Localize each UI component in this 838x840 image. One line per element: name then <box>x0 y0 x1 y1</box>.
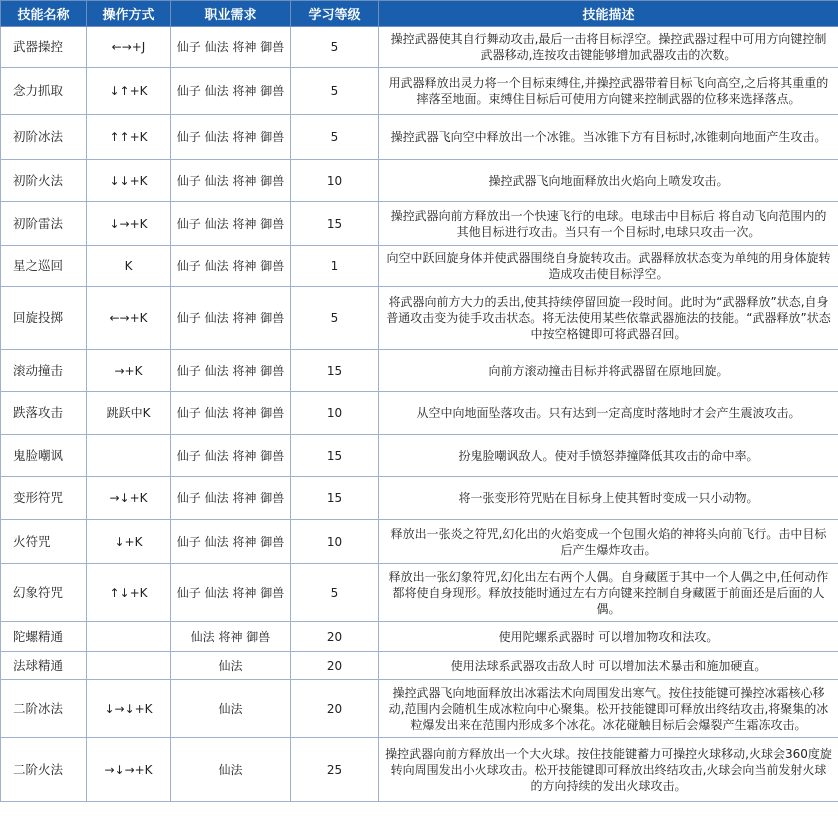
learn-level-cell: 20 <box>291 652 379 680</box>
job-requirement-cell: 仙法 <box>171 652 291 680</box>
operation-cell <box>87 652 171 680</box>
operation-cell: →+K <box>87 350 171 392</box>
job-requirement-cell: 仙子 仙法 将神 御兽 <box>171 115 291 160</box>
description-cell: 操控武器飞向空中释放出一个冰锥。当冰锥下方有目标时,冰锥刺向地面产生攻击。 <box>379 115 838 160</box>
skill-name-cell: 武器操控 <box>1 27 87 68</box>
table-row <box>1 520 838 564</box>
job-requirement-cell: 仙法 将神 御兽 <box>171 622 291 652</box>
description-cell: 用武器释放出灵力将一个目标束缚住,并操控武器带着目标飞向高空,之后将其重重的摔落至地面。束缚住目标后可使用方向键来控制武器的位移来选择落点。 <box>379 68 838 115</box>
description-cell: 向前方滚动撞击目标并将武器留在原地回旋。 <box>379 350 838 392</box>
table-row <box>1 202 838 246</box>
learn-level-cell: 25 <box>291 738 379 802</box>
learn-level-cell: 15 <box>291 477 379 520</box>
table-row <box>1 477 838 520</box>
skill-name-cell: 鬼脸嘲讽 <box>1 435 87 477</box>
learn-level-cell: 15 <box>291 435 379 477</box>
operation-cell: ↑↓+K <box>87 564 171 622</box>
operation-cell: →↓→+K <box>87 738 171 802</box>
table-row <box>1 115 838 160</box>
job-requirement-cell: 仙子 仙法 将神 御兽 <box>171 68 291 115</box>
operation-cell <box>87 622 171 652</box>
skill-name-cell: 法球精通 <box>1 652 87 680</box>
job-requirement-cell: 仙子 仙法 将神 御兽 <box>171 350 291 392</box>
skill-name-cell: 初阶雷法 <box>1 202 87 246</box>
skill-name-cell: 星之巡回 <box>1 246 87 287</box>
skill-name-cell: 初阶火法 <box>1 160 87 202</box>
header-skill-description: 技能描述 <box>379 1 838 27</box>
table-row <box>1 622 838 652</box>
skill-name-cell: 跌落攻击 <box>1 392 87 435</box>
description-cell: 从空中向地面坠落攻击。只有达到一定高度时落地时才会产生震波攻击。 <box>379 392 838 435</box>
job-requirement-cell: 仙法 <box>171 738 291 802</box>
description-cell: 操控武器使其自行舞动攻击,最后一击将目标浮空。操控武器过程中可用方向键控制武器移动,连按攻击键能够增加武器攻击的次数。 <box>379 27 838 68</box>
job-requirement-cell: 仙子 仙法 将神 御兽 <box>171 564 291 622</box>
table-row <box>1 738 838 802</box>
description-cell: 扮鬼脸嘲讽敌人。使对手愤怒莽撞降低其攻击的命中率。 <box>379 435 838 477</box>
table-row <box>1 246 838 287</box>
skill-name-cell: 变形符咒 <box>1 477 87 520</box>
description-cell: 释放出一张炎之符咒,幻化出的火焰变成一个包围火焰的神将头向前飞行。击中目标后产生爆炸攻击。 <box>379 520 838 564</box>
job-requirement-cell: 仙子 仙法 将神 御兽 <box>171 160 291 202</box>
learn-level-cell: 5 <box>291 68 379 115</box>
operation-cell: ↓↓+K <box>87 160 171 202</box>
job-requirement-cell: 仙子 仙法 将神 御兽 <box>171 520 291 564</box>
table-row <box>1 680 838 738</box>
skill-name-cell: 回旋投掷 <box>1 287 87 350</box>
description-cell: 释放出一张幻象符咒,幻化出左右两个人偶。自身藏匿于其中一个人偶之中,任何动作都将使自身现形。释放技能时通过左右方向键来控制自身藏匿于前面还是后面的人偶。 <box>379 564 838 622</box>
job-requirement-cell: 仙子 仙法 将神 御兽 <box>171 202 291 246</box>
header-learn-level: 学习等级 <box>291 1 379 27</box>
operation-cell: →↓+K <box>87 477 171 520</box>
operation-cell: 跳跃中K <box>87 392 171 435</box>
job-requirement-cell: 仙子 仙法 将神 御兽 <box>171 392 291 435</box>
skill-name-cell: 陀螺精通 <box>1 622 87 652</box>
table-row <box>1 27 838 68</box>
learn-level-cell: 5 <box>291 287 379 350</box>
operation-cell: ↓→+K <box>87 202 171 246</box>
learn-level-cell: 10 <box>291 392 379 435</box>
table-row <box>1 160 838 202</box>
skill-name-cell: 火符咒 <box>1 520 87 564</box>
job-requirement-cell: 仙子 仙法 将神 御兽 <box>171 477 291 520</box>
learn-level-cell: 1 <box>291 246 379 287</box>
learn-level-cell: 10 <box>291 160 379 202</box>
skill-name-cell: 初阶冰法 <box>1 115 87 160</box>
table-row <box>1 564 838 622</box>
operation-cell <box>87 435 171 477</box>
description-cell: 操控武器飞向地面释放出冰霜法术向周围发出寒气。按住技能键可操控冰霜核心移动,范围内会随机生成冰粒向中心聚集。松开技能键即可释放出终结攻击,将聚集的冰粒爆发出来在范围内形成多个冰花。冰花碰触目标后会爆裂产生霜冻攻击。 <box>379 680 838 738</box>
operation-cell: ↓→↓+K <box>87 680 171 738</box>
learn-level-cell: 15 <box>291 350 379 392</box>
header-skill-name: 技能名称 <box>1 1 87 27</box>
skill-name-cell: 念力抓取 <box>1 68 87 115</box>
learn-level-cell: 20 <box>291 680 379 738</box>
header-row <box>1 1 838 27</box>
learn-level-cell: 5 <box>291 27 379 68</box>
skill-name-cell: 二阶火法 <box>1 738 87 802</box>
learn-level-cell: 5 <box>291 115 379 160</box>
operation-cell: ←→+K <box>87 287 171 350</box>
description-cell: 使用陀螺系武器时 可以增加物攻和法攻。 <box>379 622 838 652</box>
table-row <box>1 652 838 680</box>
learn-level-cell: 20 <box>291 622 379 652</box>
description-cell: 操控武器向前方释放出一个大火球。按住技能键蓄力可操控火球移动,火球会360度旋转向周围发出小火球攻击。松开技能键即可释放出终结攻击,火球会向当前发射火球的方向持续的发出火球攻击。 <box>379 738 838 802</box>
operation-cell: K <box>87 246 171 287</box>
skill-name-cell: 幻象符咒 <box>1 564 87 622</box>
operation-cell: ↑↑+K <box>87 115 171 160</box>
operation-cell: ↓+K <box>87 520 171 564</box>
operation-cell: ↓↑+K <box>87 68 171 115</box>
table-row <box>1 435 838 477</box>
description-cell: 操控武器飞向地面释放出火焰向上喷发攻击。 <box>379 160 838 202</box>
learn-level-cell: 5 <box>291 564 379 622</box>
skill-name-cell: 滚动撞击 <box>1 350 87 392</box>
job-requirement-cell: 仙子 仙法 将神 御兽 <box>171 27 291 68</box>
description-cell: 使用法球系武器攻击敌人时 可以增加法术暴击和施加硬直。 <box>379 652 838 680</box>
table-row <box>1 392 838 435</box>
header-job-requirement: 职业需求 <box>171 1 291 27</box>
job-requirement-cell: 仙子 仙法 将神 御兽 <box>171 435 291 477</box>
learn-level-cell: 15 <box>291 202 379 246</box>
description-cell: 操控武器向前方释放出一个快速飞行的电球。电球击中目标后 将自动飞向范围内的其他目标进行攻击。当只有一个目标时,电球只攻击一次。 <box>379 202 838 246</box>
operation-cell: ←→+J <box>87 27 171 68</box>
skill-name-cell: 二阶冰法 <box>1 680 87 738</box>
table-row <box>1 68 838 115</box>
job-requirement-cell: 仙法 <box>171 680 291 738</box>
table-row <box>1 287 838 350</box>
job-requirement-cell: 仙子 仙法 将神 御兽 <box>171 246 291 287</box>
learn-level-cell: 10 <box>291 520 379 564</box>
table-row <box>1 350 838 392</box>
description-cell: 向空中跃回旋身体并使武器围绕自身旋转攻击。武器释放状态变为单纯的用身体旋转造成攻击使目标浮空。 <box>379 246 838 287</box>
header-operation: 操作方式 <box>87 1 171 27</box>
description-cell: 将一张变形符咒贴在目标身上使其暂时变成一只小动物。 <box>379 477 838 520</box>
job-requirement-cell: 仙子 仙法 将神 御兽 <box>171 287 291 350</box>
description-cell: 将武器向前方大力的丢出,使其持续停留回旋一段时间。此时为“武器释放”状态,自身普通攻击变为徒手攻击状态。将无法使用某些依靠武器施法的技能。“武器释放”状态中按空格键即可将武器召回。 <box>379 287 838 350</box>
